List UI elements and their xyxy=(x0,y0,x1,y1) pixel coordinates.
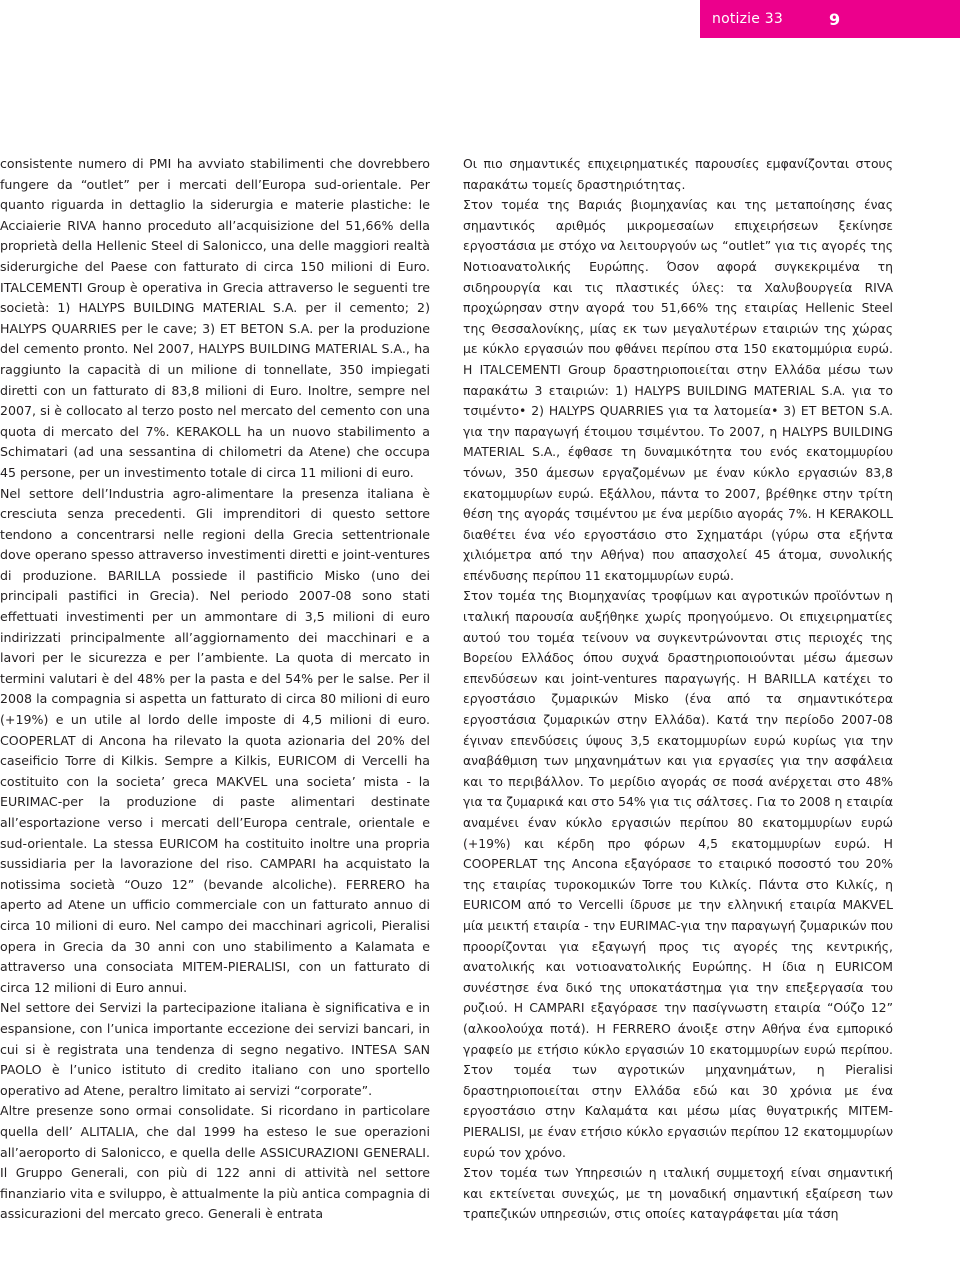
section-label: notizie 33 xyxy=(712,11,783,27)
paragraph: Nel settore dei Servizi la partecipazione italiana è significativa e in espansione, con l’unica importante eccezione dei servizi bancari, in cui si è registrata una tendenza di segno negativo. INTESA SAN PAOLO è l’unico istituto di credito italiano con uno sportello operativo ad Atene, peraltro limitato ai servizi “corporate”. xyxy=(0,1000,430,1098)
paragraph: Στον τομέα της Βιομηχανίας τροφίμων και αγροτικών προϊόντων η ιταλική παρουσία αυξήθηκε χωρίς προηγούμενο. Οι επιχειρηματίες αυτού του τομέα τείνουν να συγκεντρώνονται στις περιοχές της Βορείου Ελλάδος όπου συχνά δραστηριοποιούνται μέσω άμεσων επενδύσεων και joint-ventures παραγωγής. Η BARILLA κατέχει το εργοστάσιο ζυμαρικών Misko (ένα από τα σημαντικότερα εργοστάσια ζυμαρικών στην Ελλάδα). Κατά την περίοδο 2007-08 έγιναν επενδύσεις ύψους 3,5 εκατομμυρίων ευρώ κυρίως για την αναβάθμιση των μηχανημάτων και για εργασίες για την ασφάλεια και το περιβάλλον. Το μερίδιο αγοράς σε ποσά ανέρχεται στο 48% για τα ζυμαρικά και στο 54% για τις σάλτσες. Για το 2008 η εταιρία αναμένει έναν κύκλο εργασιών περίπου 80 εκατομμυρίων ευρώ (+19%) και κέρδη προ φόρων 4,5 εκατομμυρίων ευρώ. Η COOPERLAT της Ancona εξαγόρασε το εταιρικό ποσοστό του 20% της εταιρίας τυροκομικών Torre του Κιλκίς. Πάντα στο Κιλκίς, η EURICOM από το Vercelli ίδρυσε με την ελληνική εταιρία MAKVEL μία μεικτή εταιρία - την EURIMAC-για την παραγωγή ζυμαρικών που προορίζονται για εξαγωγή προς τις αγορές της κεντρικής, ανατολικής και νοτιοανατολικής Ευρώπης. Η ίδια η EURICOM συνέστησε ένα δικό της υποκατάστημα για την επεξεργασία του ρυζιού. Η CAMPARI εξαγόρασε την πασίγνωστη εταιρία “Ούζο 12” (αλκοολούχα ποτά). Η FERRERO άνοιξε στην Αθήνα ένα εμπορικό γραφείο με ετήσιο κύκλο εργασιών 10 εκατομμυρίων ευρώ περίπου. Στον τομέα των αγροτικών μηχανημάτων, η Pieralisi δραστηριοποιείται στην Ελλάδα εδώ και 30 χρόνια με ένα εργοστάσιο στην Καλαμάτα και μέσω μίας θυγατρικής MITEM-PIERALISI, με έναν ετήσιο κύκλο εργασιών περίπου 12 εκατομμυρίων ευρώ τον χρόνο. xyxy=(463,588,893,1160)
page-number: 9 xyxy=(828,9,841,29)
paragraph: Altre presenze sono ormai consolidate. Si ricordano in particolare quella dell’ ALITALIA, che dal 1999 ha esteso le sue operazioni all’aeroporto di Salonicco, e quella delle ASSICURAZIONI GENERALI. Il Gruppo Generali, con più di 122 anni di attività nel settore finanziario vita e sviluppo, è attualmente la più antica compagnia di assicurazioni del mercato greco. Generali è entrata xyxy=(0,1103,430,1222)
paragraph: Οι πιο σημαντικές επιχειρηματικές παρουσίες εμφανίζονται στους παρακάτω τομείς δραστηριότητας. xyxy=(463,156,893,192)
paragraph: Στον τομέα της Βαριάς βιομηχανίας και της μεταποίησης ένας σημαντικός αριθμός μικρομεσαίων επιχειρήσεων ξεκίνησε εργοστάσια με στόχο να λειτουργούν ως “outlet” για τις αγορές της Νοτιοανατολικής Ευρώπης. Όσον αφορά συγκεκριμένα τη σιδηρουργία και τις πλαστικές ύλες: τα Χαλυβουργεία RIVA προχώρησαν στην αγορά του 51,66% της εταιρίας Hellenic Steel της Θεσσαλονίκης, μίας εκ των μεγαλυτέρων εταιριών της χώρας με κύκλο εργασιών που φθάνει περίπου στα 150 εκατομμύρια ευρώ. Η ITALCEMENTI Group δραστηριοποιείται στην Ελλάδα μέσω των παρακάτω 3 εταιριών: 1) HALYPS BUILDING MATERIAL S.A. για το τσιμέντο• 2) HALYPS QUARRIES για τα λατομεία• 3) ET BETON S.A. για την παραγωγή έτοιμου τσιμέντου. Το 2007, η HALYPS BUILDING MATERIAL S.A., έφθασε τη δυναμικότητα του ενός εκατομμυρίου τόνων, 350 άμεσων εργαζομένων με έναν κύκλο εργασιών 83,8 εκατομμυρίων ευρώ. Εξάλλου, πάντα το 2007, βρέθηκε στην τρίτη θέση της αγοράς τσιμέντου με ένα μερίδιο αγοράς 7%. Η KERAKOLL διαθέτει ένα νέο εργοστάσιο στο Σχηματάρι (γύρω στα εξήντα χιλιόμετρα από την Αθήνα) που απασχολεί 45 άτομα, συνολικής επένδυσης περίπου 11 εκατομμυρίων ευρώ. xyxy=(463,197,893,583)
greek-text-column xyxy=(463,154,893,1225)
paragraph: Στον τομέα των Υπηρεσιών η ιταλική συμμετοχή είναι σημαντική και εκτείνεται συνεχώς, με τη μοναδική σημαντική εξαίρεση των τραπεζικών υπηρεσιών, στις οποίες καταγράφεται μία τάση xyxy=(463,1165,893,1222)
paragraph: Nel settore dell’Industria agro-alimentare la presenza italiana è cresciuta senza precedenti. Gli imprenditori di questo settore tendono a concentrarsi nelle regioni della Grecia settentrionale dove operano spesso attraverso investimenti diretti e joint-ventures di produzione. BARILLA possiede il pastificio Misko (uno dei principali pastifici in Grecia). Nel periodo 2007-08 sono stati effettuati investimenti per un ammontare di 3,5 milioni di euro indirizzati principalmente all’aggiornamento dei macchinari e a lavori per le sicurezza e per l’ambiente. La quota di mercato in termini valutari è del 48% per la pasta e del 54% per le salse. Per il 2008 la compagnia si aspetta un fatturato di circa 80 milioni di euro (+19%) e un utile al lordo delle imposte di 4,5 milioni di euro. COOPERLAT di Ancona ha rilevato la quota azionaria del 20% del caseificio Torre di Kilkis. Sempre a Kilkis, EURICOM di Vercelli ha costituito con la societa’ greca MAKVEL una societa’ mista - la EURIMAC-per la produzione di paste alimentari destinate all’esportazione verso i mercati dell’Europa centrale, orientale e sud-orientale. La stessa EURICOM ha costituito inoltre una propria sussidiaria per la lavorazione del riso. CAMPARI ha acquistato la notissima società “Ouzo 12” (bevande alcoliche). FERRERO ha aperto ad Atene un ufficio commerciale con un fatturato annuo di circa 10 milioni di euro. Nel campo dei macchinari agricoli, Pieralisi opera in Grecia da 30 anni con uno stabilimento a Kalamata e attraverso una consociata MITEM-PIERALISI, con un fatturato di circa 12 milioni di Euro annui. xyxy=(0,485,430,995)
page-header-tab xyxy=(700,0,960,38)
italian-text-column xyxy=(0,154,430,1225)
paragraph: consistente numero di PMI ha avviato stabilimenti che dovrebbero fungere da “outlet” per i mercati dell’Europa sud-orientale. Per quanto riguarda in dettaglio la siderurgia e materie plastiche: le Acciaierie RIVA hanno proceduto all’acquisizione del 51,66% della proprietà della Hellenic Steel di Salonicco, una delle maggiori realtà siderurgiche del Paese con fatturato di circa 150 milioni di Euro. ITALCEMENTI Group è operativa in Grecia attraverso le seguenti tre società: 1) HALYPS BUILDING MATERIAL S.A. per il cemento; 2) HALYPS QUARRIES per le cave; 3) ET BETON S.A. per la produzione del cemento pronto. Nel 2007, HALYPS BUILDING MATERIAL S.A., ha raggiunto la capacità di un milione di tonnellate, 350 impiegati diretti con un fatturato di 83,8 milioni di Euro. Inoltre, sempre nel 2007, si è collocato al terzo posto nel mercato del cemento con una quota di mercato del 7%. KERAKOLL ha un nuovo stabilimento a Schimatari (ad una sessantina di chilometri da Atene) che occupa 45 persone, per un investimento totale di circa 11 milioni di euro. xyxy=(0,156,430,480)
